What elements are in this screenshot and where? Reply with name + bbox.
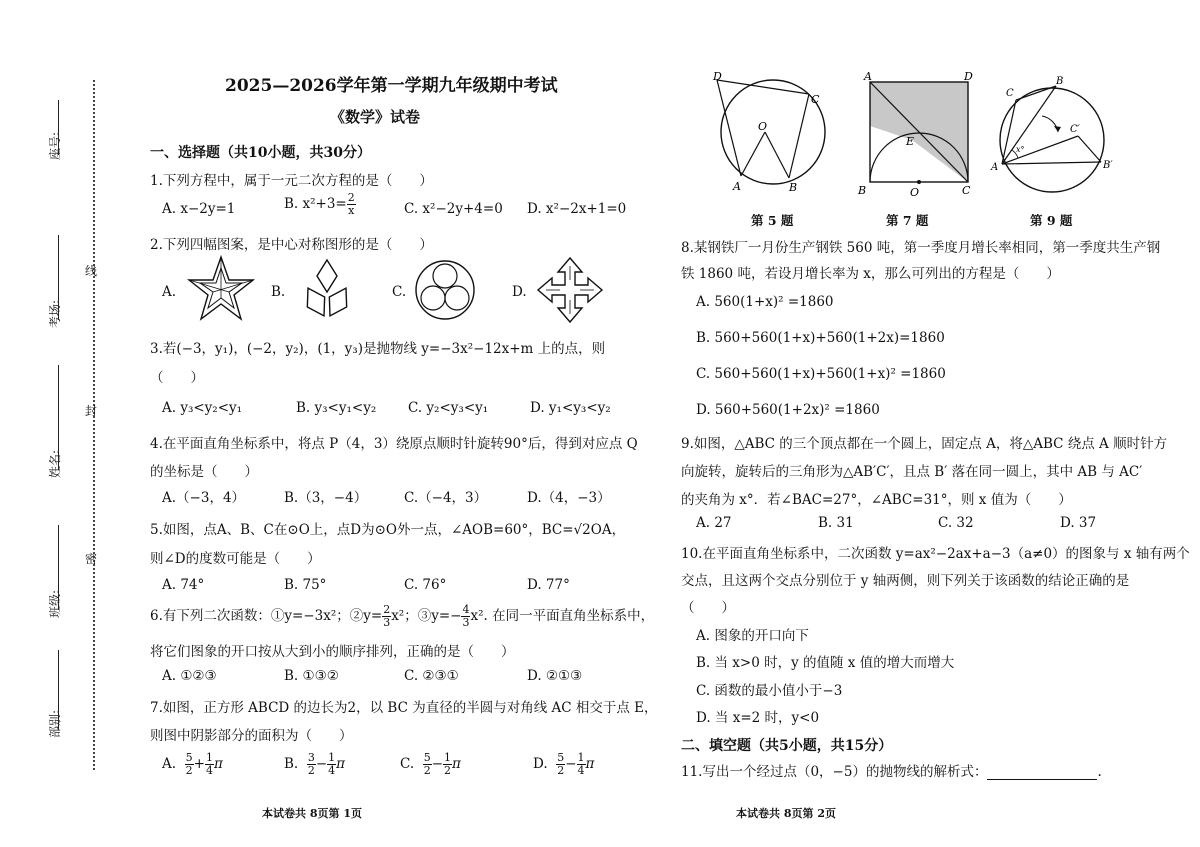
dept-blank	[58, 650, 59, 730]
q3-option-d: D. y₁<y₃<y₂	[530, 400, 611, 416]
q11-answer-blank[interactable]	[987, 767, 1097, 780]
q2-option-a: A.	[162, 284, 177, 300]
q9-stem: 9.如图，△ABC 的三个顶点都在一个圆上，固定点 A，将△ABC 绕点 A 顺时针方	[681, 436, 1168, 452]
q9-stem-3: 的夹角为 x°．若∠BAC=27°，∠ABC=31°，则 x 值为（ ）	[681, 492, 1072, 508]
q8-option-d: D. 560+560(1+2x)² =1860	[696, 402, 880, 418]
fig5-label-d: D	[713, 70, 722, 83]
fig5-label-b: B	[789, 181, 798, 194]
name-label: 姓名:	[48, 449, 62, 478]
figure-q5	[703, 70, 838, 200]
q2-diamonds-figure	[292, 258, 362, 320]
q2-stem: 2.下列四幅图案，是中心对称图形的是（ ）	[150, 237, 433, 253]
exam-room-label: 考场:	[48, 299, 62, 328]
q6-stem: 6.有下列二次函数：①y=−3x²；②y= $\frac{2}{3}$ x²；③y=− $\frac{4}{3}$ x². 在同一平面直角坐标系中，	[150, 603, 655, 629]
mark-secret: 密	[85, 552, 98, 566]
q1-option-b: B. x²+3= $\frac{2}{x}$	[284, 191, 355, 217]
dept-label: 部别:	[48, 709, 62, 738]
q5-option-d: D. 77°	[527, 577, 570, 593]
q6-option-b: B. ①③②	[284, 668, 339, 684]
exam-room-blank	[58, 235, 59, 320]
q8-stem: 8.某钢铁厂一月份生产钢铁 560 吨，第一季度月增长率相同，第一季度共生产钢	[681, 240, 1161, 256]
q5-option-a: A. 74°	[162, 577, 205, 593]
q1-option-a: A. x−2y=1	[162, 201, 236, 217]
fig9-label-c: C	[1006, 88, 1014, 99]
fig9-label-x: x°	[1016, 145, 1025, 154]
q3-stem: 3.若(−3，y₁)，(−2，y₂)，(1，y₃)是抛物线 y=−3x²−12x+m 上的点，则	[150, 341, 606, 357]
q10-stem-2: 交点，且这两个交点分别位于 y 轴两侧，则下列关于该函数的结论正确的是	[681, 573, 1130, 589]
fig5-label-c: C	[811, 93, 820, 106]
q2-circles-figure	[413, 258, 477, 322]
q6-option-c: C. ②③①	[404, 668, 459, 684]
q7-option-a: A. $\frac{5}{2}$ + $\frac{1}{4}$ π	[162, 751, 223, 777]
fig5-label-o: O	[758, 120, 768, 133]
q7-stem-2: 则图中阴影部分的面积为（ ）	[150, 728, 353, 744]
seat-label: 座号:	[48, 131, 62, 160]
fig7-label-d: D	[964, 70, 973, 83]
q3-option-b: B. y₃<y₁<y₂	[296, 400, 377, 416]
fig7-label-e: E	[906, 135, 915, 148]
q11-stem: 11.写出一个经过点（0，−5）的抛物线的解析式： .	[681, 764, 1102, 780]
q9-option-d: D. 37	[1060, 515, 1097, 531]
q1-option-d: D. x²−2x+1=0	[527, 201, 627, 217]
binding-dotted-line	[93, 80, 95, 770]
fig9-label-b: B	[1056, 76, 1064, 87]
fig9-caption: 第 9 题	[1030, 213, 1073, 228]
q9-option-c: C. 32	[938, 515, 974, 531]
q4-option-c: C.（−4，3）	[404, 490, 488, 506]
q10-option-c: C. 函数的最小值小于−3	[696, 683, 843, 699]
q7-option-c: C. $\frac{5}{2}$ − $\frac{1}{2}$ π	[400, 751, 461, 777]
q10-stem-3: （ ）	[681, 600, 735, 616]
class-label: 班级:	[48, 589, 62, 618]
fig9-label-c2: C′	[1070, 124, 1080, 135]
q4-stem-2: 的坐标是（ ）	[150, 464, 258, 480]
fig5-label-a: A	[733, 180, 741, 193]
q2-option-b: B.	[271, 284, 286, 300]
q3-paren: （ ）	[150, 370, 204, 386]
exam-subtitle: 《数学》试卷	[330, 108, 421, 126]
q6-option-a: A. ①②③	[162, 668, 217, 684]
q8-option-b: B. 560+560(1+x)+560(1+2x)=1860	[696, 330, 945, 346]
q5-stem: 5.如图，点A、B、C在⊙O上，点D为⊙O外一点，∠AOB=60°，BC=√2OA，	[150, 522, 626, 538]
q5-option-b: B. 75°	[284, 577, 327, 593]
q10-option-d: D. 当 x=2 时，y<0	[696, 710, 820, 726]
q4-option-d: D.（4，−3）	[527, 490, 611, 506]
mark-line: 线	[85, 264, 98, 278]
figure-q7	[856, 70, 986, 200]
class-blank	[58, 525, 59, 610]
q3-option-a: A. y₃<y₂<y₁	[162, 400, 243, 416]
fig9-label-a: A	[991, 162, 999, 173]
q7-option-b: B. $\frac{3}{2}$ − $\frac{1}{4}$ π	[284, 751, 345, 777]
q2-star-figure	[186, 254, 256, 322]
q3-option-c: C. y₂<y₃<y₁	[408, 400, 489, 416]
q6-option-d: D. ②①③	[527, 668, 583, 684]
exam-title: 2025—2026学年第一学期九年级期中考试	[225, 76, 558, 96]
figure-q9	[990, 72, 1120, 202]
q5-stem-2: 则∠D的度数可能是（ ）	[150, 551, 321, 567]
name-blank	[58, 365, 59, 470]
section1-title: 一、选择题（共10小题，共30分）	[150, 145, 371, 161]
fig9-label-b2: B′	[1103, 160, 1113, 171]
fig7-label-a: A	[864, 70, 872, 83]
q7-option-d: D. $\frac{5}{2}$ − $\frac{1}{4}$ π	[533, 751, 595, 777]
q2-option-d: D.	[512, 284, 527, 300]
q2-arrows-figure	[535, 256, 605, 324]
fig7-label-c: C	[962, 184, 971, 197]
q6-stem-2: 将它们图象的开口按从大到小的顺序排列，正确的是（ ）	[150, 644, 515, 660]
q10-option-b: B. 当 x>0 时，y 的值随 x 值的增大而增大	[696, 655, 955, 671]
footer-right: 本试卷共 8页第 2页	[736, 807, 836, 820]
q1-stem: 1.下列方程中，属于一元二次方程的是（ ）	[150, 173, 433, 189]
q4-option-b: B.（3，−4）	[284, 490, 368, 506]
section2-title: 二、填空题（共5小题，共15分）	[681, 738, 893, 754]
q5-option-c: C. 76°	[404, 577, 447, 593]
fig7-caption: 第 7 题	[886, 213, 929, 228]
q2-option-c: C.	[392, 284, 407, 300]
footer-left: 本试卷共 8页第 1页	[262, 807, 362, 820]
q8-option-a: A. 560(1+x)² =1860	[696, 294, 834, 310]
q7-stem: 7.如图，正方形 ABCD 的边长为2，以 BC 为直径的半圆与对角线 AC 相交于点 E，	[150, 700, 658, 716]
q1-option-c: C. x²−2y+4=0	[404, 201, 503, 217]
q4-stem: 4.在平面直角坐标系中，将点 P（4，3）绕原点顺时针旋转90°后，得到对应点 Q	[150, 436, 638, 452]
q9-option-a: A. 27	[696, 515, 732, 531]
fig7-label-o: O	[910, 186, 920, 199]
q10-stem: 10.在平面直角坐标系中，二次函数 y=ax²−2ax+a−3（a≠0）的图象与 x 轴有两个	[681, 546, 1190, 562]
fig7-label-b: B	[858, 184, 867, 197]
fig5-caption: 第 5 题	[751, 213, 794, 228]
q8-option-c: C. 560+560(1+x)+560(1+x)² =1860	[696, 366, 946, 382]
seat-blank	[58, 100, 59, 155]
q4-option-a: A.（−3，4）	[162, 490, 246, 506]
q8-stem-2: 铁 1860 吨，若设月增长率为 x，那么可列出的方程是（ ）	[681, 266, 1060, 282]
q9-option-b: B. 31	[818, 515, 854, 531]
q10-option-a: A. 图象的开口向下	[696, 628, 809, 644]
q9-stem-2: 向旋转，旋转后的三角形为△AB′C′，且点 B′ 落在同一圆上，其中 AB 与 AC′	[681, 464, 1143, 480]
mark-seal: 封	[85, 404, 98, 418]
